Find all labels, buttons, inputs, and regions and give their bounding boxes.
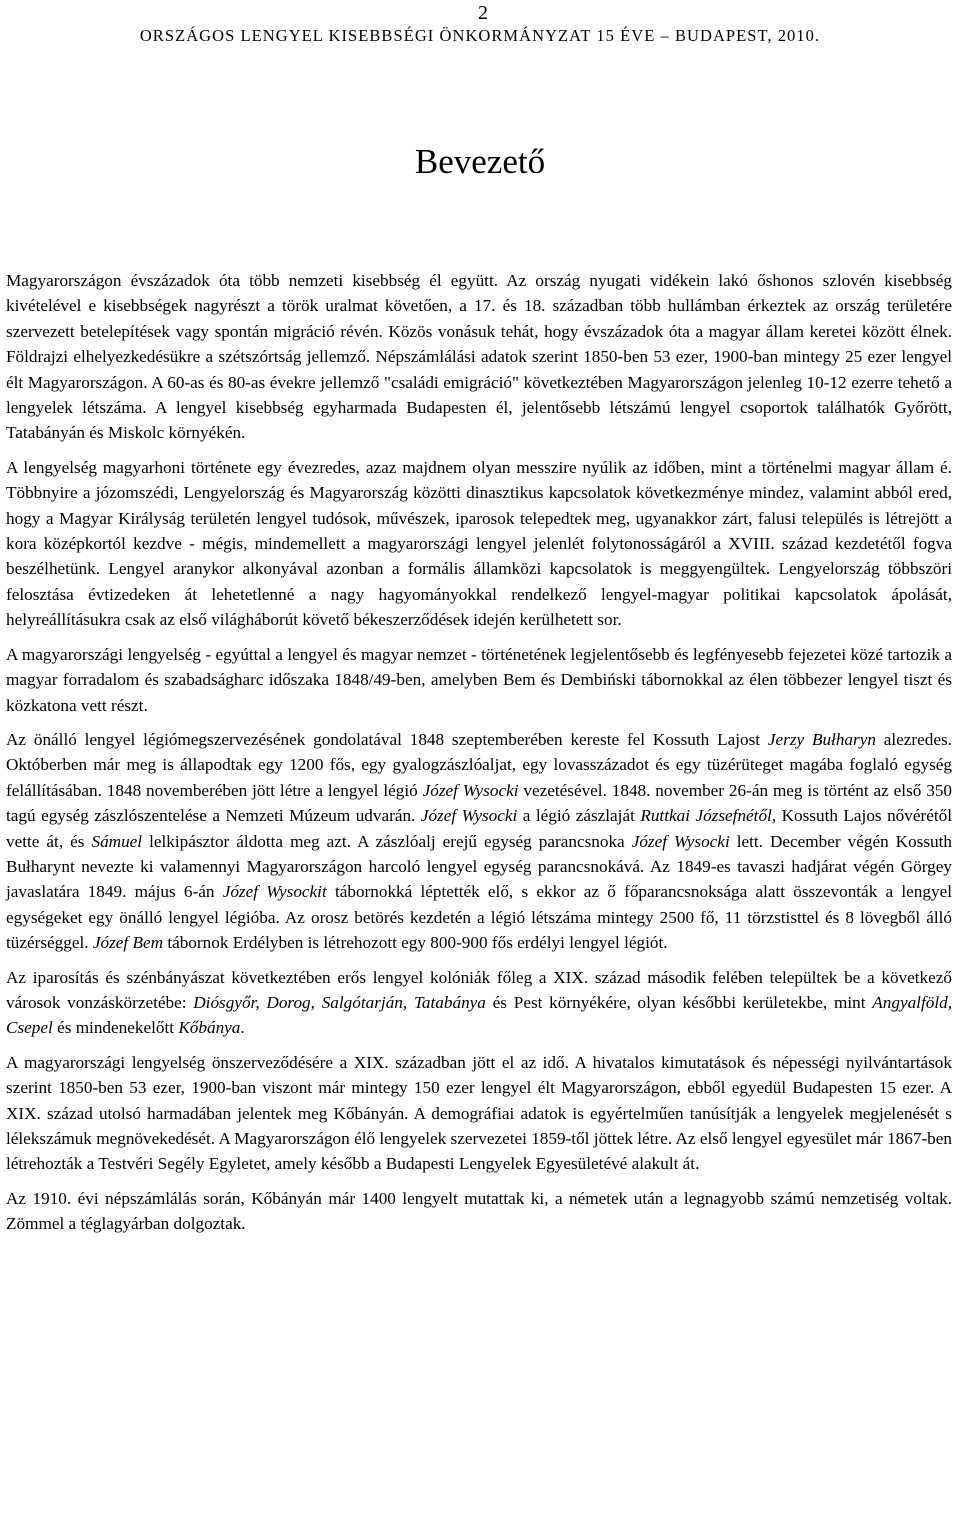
text-run: A lengyelség magyarhoni története egy évezredes, azaz majdnem olyan messzire nyúlik az időben, mint a történelmi magyar állam é. Többnyire a józomszédi, Lengyelország és Magyarország közötti dinasztikus kapcsolatok következménye mindez, valamint abból ered, hogy a Magyar Királyság területén lengyel tudósok, művészek, iparosok telepedtek meg, ugyanakkor zárt, falusi település is létrejött a kora középkortól kezdve - mégis, mindemellett a magyarországi lengyel jelenlét folytonosságáról a XVIII. század kezdetétől fogva beszélhetünk. Lengyel aranykor alkonyával azonban a formális államközi kapcsolatok is meggyengültek. Lengyelország többszöri felosztása évtizedeken át lehetetlenné a nagy hagyományokkal rendelkező lengyel-magyar politikai kapcsolatok ápolását, helyreállításukra csak az első világháborút követő békeszerződések idején kerülhetett sor. — [6, 457, 952, 630]
body-paragraph — [6, 642, 952, 718]
text-run: Kossuth Lajos nővérétől vette át, és — [6, 806, 952, 851]
italic-text-run: Jerzy Bułharyn — [767, 729, 876, 749]
italic-text-run: Kőbánya — [178, 1018, 241, 1038]
body-paragraph — [6, 1050, 952, 1177]
text-run: vezetésével. 1848. november 26-án meg is történt az első 350 tagú egység zászlószentelése a Nemzeti Múzeum udvarán. — [6, 780, 953, 826]
italic-text-run: Ruttkai Józsefnétől, — [640, 806, 777, 826]
text-run: alezredes. Októberben már meg is állapodtak egy 1200 fős, egy gyalogzászlóaljat, egy lovasszázadot és egy tüzérüteget magába foglaló egység felállításában. 1848 novemberében jött létre a lengyel légió — [6, 729, 952, 800]
italic-text-run: Józef Bem — [92, 933, 164, 953]
body-paragraph — [6, 727, 952, 956]
page-number: 2 — [478, 2, 488, 24]
text-run: lelkipásztor áldotta meg azt. A zászlóalj erejű egység parancsnoka — [142, 831, 632, 851]
text-run: és Pest környékére, olyan későbbi kerületekbe, mint — [485, 992, 873, 1012]
body-paragraph — [6, 965, 952, 1041]
text-run: . — [240, 1018, 245, 1038]
text-run: Az önálló lengyel légiómegszervezésének gondolatával 1848 szeptemberében kereste fel Kossuth Lajost — [6, 729, 768, 749]
text-run: és mindenekelőtt — [52, 1018, 179, 1038]
text-run: A magyarországi lengyelség önszerveződésére a XIX. században jött el az idő. A hivatalos kimutatások és népességi nyilvántartások szerint 1850-ben 53 ezer, 1900-ban viszont már mintegy 150 ezer lengyel élt Magyarországon, ebből egyedül Budapesten 15 ezer. A XIX. század utolsó harmadában jelentek meg Kőbányán. A demográfiai adatok is egyértelműen tanúsítják a lengyelek megjelenését s lélekszámuk megnövekedését. A Magyarországon élő lengyelek szervezetei 1859-től jöttek létre. Az első lengyel egyesület már 1867-ben létrehozták a Testvéri Segély Egyletet, amely később a Budapesti Lengyelek Egyesületévé alakult át. — [6, 1052, 952, 1174]
text-run: Az iparosítás és szénbányászat következtében erős lengyel kolóniák főleg a XIX. század második felében települtek be a következő városok vonzáskörzetébe: — [6, 967, 952, 1012]
italic-text-run: Józef Wysocki — [631, 831, 730, 851]
body-paragraph — [6, 455, 952, 633]
page-title: Bevezető — [414, 142, 546, 181]
text-run: tábornokká léptették elő, s ekkor az ő főparancsnoksága alatt összevonták a lengyel egységeket egy önálló lengyel légióba. Az orosz betörés kezdetén a légió létszáma mintegy 2500 fő, 11 törzstisttel és 8 lövegből álló tüzérséggel. — [6, 882, 952, 953]
body-paragraph — [6, 1186, 952, 1237]
text-run: Az 1910. évi népszámlálás során, Kőbányán már 1400 lengyelt mutattak ki, a németek után a legnagyobb számú nemzetiség voltak. Zömmel a téglagyárban dolgoztak. — [6, 1188, 952, 1234]
running-header: ORSZÁGOS LENGYEL KISEBBSÉGI ÖNKORMÁNYZAT 15 ÉVE – BUDAPEST, 2010. — [139, 26, 821, 45]
italic-text-run: Diósgyőr, Dorog, Salgótarján, Tatabánya — [193, 992, 486, 1012]
italic-text-run: Józef Wysocki — [420, 806, 518, 826]
body-text — [6, 268, 952, 1246]
text-run: lett. December végén Kossuth Bułharynt nevezte ki valamennyi Magyarországon harcoló lengyel egység parancsnokává. Az 1849-es tavaszi hadjárat végén Görgey javaslatára 1849. május 6-án — [6, 831, 953, 902]
italic-text-run: Angyalföld, Csepel — [6, 992, 952, 1038]
text-run: Magyarországon évszázadok óta több nemzeti kisebbség él együtt. Az ország nyugati vidékein lakó őshonos szlovén kisebbség kivételével e kisebbségek nagyrészt a török uralmat követően, a 17. és 18. században több hullámban érkeztek az ország területére szervezett betelepítések vagy spontán migráció révén. Közös vonásuk tehát, hogy évszázadok óta a magyar állam keretei között élnek. Földrajzi elhelyezkedésükre a szétszórtság jellemző. Népszámlálási adatok szerint 1850-ben 53 ezer, 1900-ban mintegy 25 ezer lengyel élt Magyarországon. A 60-as és 80-as évekre jellemző "családi emigráció" következtében Magyarországon jelenleg 10-12 ezerre tehető a lengyelek létszáma. A lengyel kisebbség egyharmada Budapesten él, jelentősebb létszámú lengyel csoportok találhatók Győrött, Tatabányán és Miskolc környékén. — [6, 271, 952, 443]
body-paragraph — [6, 268, 952, 446]
italic-text-run: Józef Wysockit — [222, 882, 327, 902]
text-run: A magyarországi lengyelség - egyúttal a lengyel és magyar nemzet - történetének legjelentősebb és legfényesebb fejezetei közé tartozik a magyar forradalom és szabadságharc időszaka 1848/49-ben, amelyben Bem és Dembiński tábornokkal az élen többezer lengyel tiszt és közkatona vett részt. — [6, 644, 952, 715]
text-run: tábornok Erdélyben is létrehozott egy 800-900 fős erdélyi lengyel légiót. — [163, 933, 668, 953]
italic-text-run: Sámuel — [91, 831, 143, 851]
text-run: a légió zászlaját — [517, 806, 641, 826]
italic-text-run: Józef Wysocki — [422, 780, 519, 800]
